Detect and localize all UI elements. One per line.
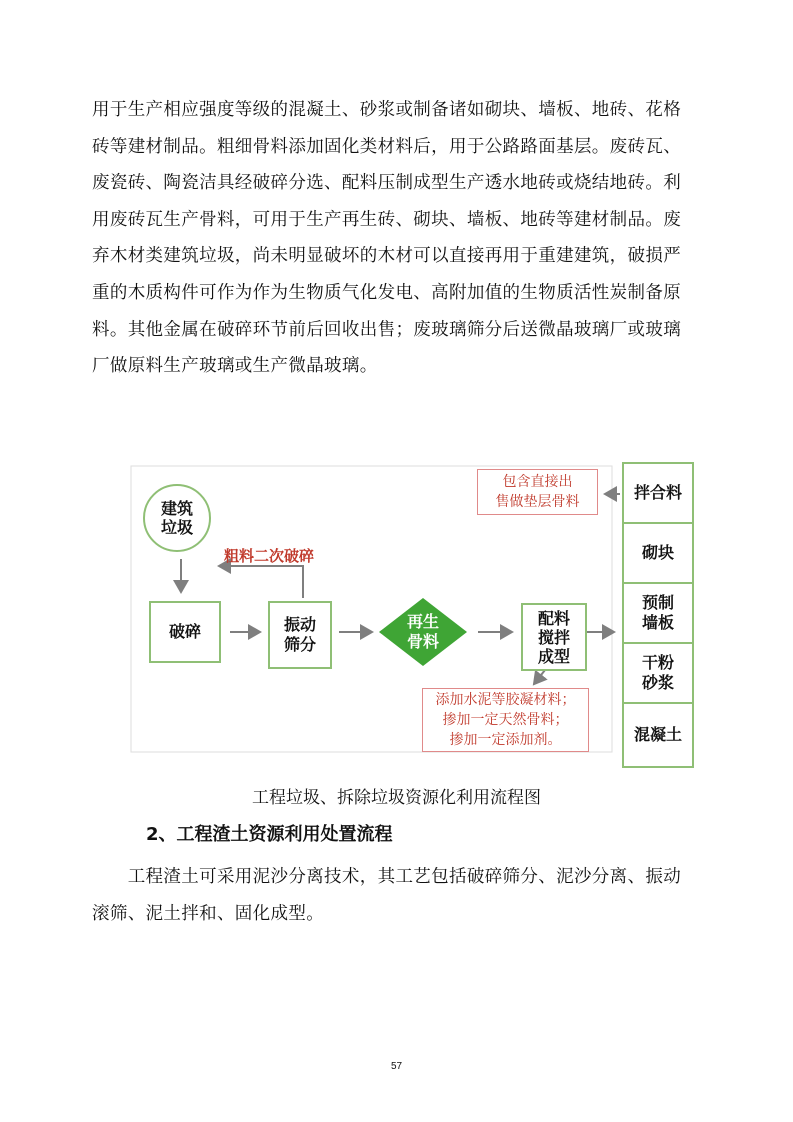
- text-line: 重的木质构件可作为作为生物质气化发电、高附加值的生物质活性炭制备原: [92, 282, 682, 303]
- crush-label: 破碎: [168, 622, 201, 641]
- text-line: 料。其他金属在破碎环节前后回收出售；废玻璃筛分后送微晶玻璃厂或玻璃: [92, 319, 682, 340]
- figure-caption: 工程垃圾、拆除垃圾资源化利用流程图: [252, 788, 541, 808]
- crush-box: [149, 601, 221, 663]
- text-line: 厂做原料生产玻璃或生产微晶玻璃。: [92, 356, 378, 377]
- body-paragraph-2: [92, 859, 714, 932]
- screen-line: 筛分: [283, 635, 316, 654]
- source-line: 建筑: [160, 499, 193, 518]
- product-wall-panel: [622, 582, 694, 644]
- product-mixture: [622, 462, 694, 524]
- arrow-to-note-bottom: [534, 670, 545, 684]
- product-dry-mortar: [622, 642, 694, 704]
- text-line: 废瓷砖、陶瓷洁具经破碎分选、配料压制成型生产透水地砖或烧结地砖。利: [92, 173, 682, 194]
- product-concrete: [622, 702, 694, 768]
- product-label: 混凝土: [633, 725, 682, 744]
- product-label: 砂浆: [641, 673, 674, 692]
- note-top-line: 售做垫层骨料: [495, 494, 580, 510]
- page-number: 57: [390, 1061, 403, 1072]
- mix-line: 搅拌: [537, 627, 570, 647]
- note-bottom-line: 掺加一定天然骨料；: [442, 712, 569, 728]
- body-paragraph-1: [92, 92, 714, 385]
- product-label: 预制: [641, 593, 674, 612]
- text-line: 弃木材类建筑垃圾，尚未明显破坏的木材可以直接再用于重建建筑，破损严: [92, 246, 682, 267]
- note-top: [477, 469, 598, 515]
- source-circle: [143, 484, 211, 552]
- screen-box: [268, 601, 332, 669]
- feedback-label: 粗料二次破碎: [224, 547, 315, 565]
- recycled-aggregate-diamond: [379, 598, 467, 666]
- text-line: 砖等建材制品。粗细骨料添加固化类材料后，用于公路路面基层。废砖瓦、: [92, 136, 682, 157]
- text-line: 用于生产相应强度等级的混凝土、砂浆或制备诸如砌块、墙板、地砖、花格: [92, 100, 682, 120]
- note-bottom: [422, 688, 589, 752]
- section-heading: 2、工程渣土资源利用处置流程: [146, 824, 393, 845]
- note-bottom-line: 添加水泥等胶凝材料；: [435, 692, 576, 708]
- product-label: 砌块: [641, 543, 674, 562]
- product-label: 墙板: [641, 613, 674, 632]
- text-line: 滚筛、泥土拌和、固化成型。: [92, 903, 325, 924]
- note-bottom-line: 掺加一定添加剂。: [449, 732, 562, 748]
- product-label: 拌合料: [633, 483, 682, 502]
- screen-line: 振动: [283, 615, 316, 634]
- product-label: 干粉: [641, 653, 674, 672]
- text-line: 工程渣土可采用泥沙分离技术，其工艺包括破碎筛分、泥沙分离、振动: [92, 867, 682, 887]
- mix-box: [521, 603, 587, 671]
- source-line: 垃圾: [160, 518, 193, 537]
- recycled-line: 骨料: [406, 632, 439, 651]
- text-line: 用废砖瓦生产骨料，可用于生产再生砖、砌块、墙板、地砖等建材制品。废: [92, 209, 682, 230]
- mix-line: 成型: [537, 646, 570, 666]
- mix-line: 配料: [537, 608, 570, 628]
- product-block: [622, 522, 694, 584]
- recycled-line: 再生: [406, 612, 439, 631]
- note-top-line: 包含直接出: [502, 474, 573, 490]
- arrow-feedback-loop: [219, 566, 303, 598]
